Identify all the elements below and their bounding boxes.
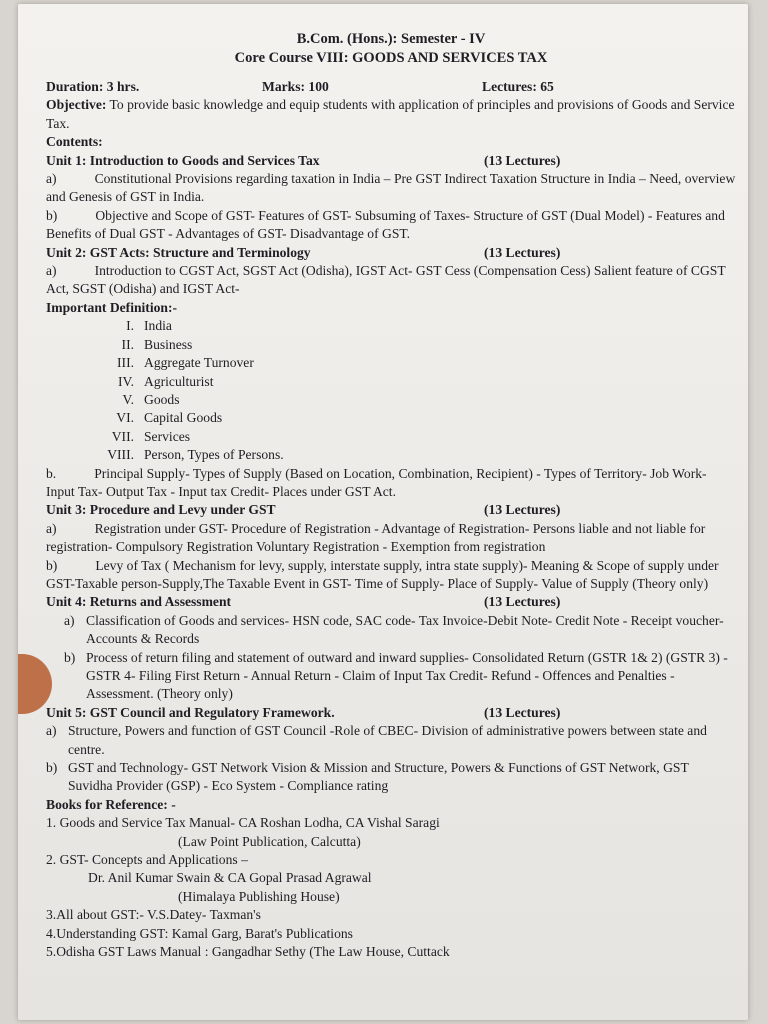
unit-5-a: a) Structure, Powers and function of GST Council -Role of CBEC- Division of administrative powers between state and centre. — [46, 723, 707, 757]
book-2-publisher: (Himalaya Publishing House) — [178, 888, 340, 904]
unit-4-b: b) Process of return filing and statement of outward and inward supplies- Consolidated Return (GSTR 1& 2) (GSTR 3) - GSTR 4- Filing First Return - Annual Return - Claim of Input Tax Credit- Refund - Offences and Penalties - Assessment. (Theory only) — [64, 649, 728, 702]
unit-3-a: a) Registration under GST- Procedure of Registration - Advantage of Registration- Persons liable and not liable for registration- Compulsory Registration Voluntary Registration - Exemption from registration — [46, 520, 706, 555]
unit-2-b: b. Principal Supply- Types of Supply (Based on Location, Combination, Recipient) - Types of Territory- Job Work- Input Tax- Output Tax - Input tax Credit- Places under GST Act. — [46, 465, 707, 499]
definitions-list — [46, 317, 736, 464]
unit-4-a: a) Classification of Goods and services- HSN code, SAC code- Tax Invoice-Debit Note- Credit Note - Receipt voucher- Accounts & Records — [64, 612, 724, 647]
books-heading: Books for Reference: - — [46, 796, 176, 812]
course-semester: B.Com. (Hons.): Semester - IV — [296, 31, 486, 47]
unit-3-b: b) Levy of Tax ( Mechanism for levy, supply, interstate supply, intra state supply)- Meaning & Scope of supply under GST-Taxable person-Supply,The Taxable Event in GST- Time of Supply- Place of Supply- Value of Supply (Theory only) — [46, 557, 719, 591]
course-meta — [46, 78, 736, 96]
list-item: II. Business — [121, 336, 193, 352]
document-page — [18, 4, 748, 1020]
book-1: 1. Goods and Service Tax Manual- CA Roshan Lodha, CA Vishal Saragi — [46, 815, 440, 831]
book-2-authors: Dr. Anil Kumar Swain & CA Gopal Prasad Agrawal — [88, 870, 372, 886]
book-4: 4.Understanding GST: Kamal Garg, Barat's Publications — [46, 925, 353, 941]
objective: Objective: To provide basic knowledge and equip students with application of principles and provisions of Goods and Service Tax. — [46, 97, 735, 131]
book-3: 3.All about GST:- V.S.Datey- Taxman's — [46, 907, 261, 923]
book-1-publisher: (Law Point Publication, Calcutta) — [178, 833, 361, 849]
definitions-heading: Important Definition:- — [46, 299, 178, 315]
book-5: 5.Odisha GST Laws Manual : Gangadhar Sethy (The Law House, Cuttack — [46, 944, 450, 960]
unit-5-heading: Unit 5: GST Council and Regulatory Framework. (13 Lectures) — [46, 704, 561, 720]
unit-2-heading: Unit 2: GST Acts: Structure and Terminology (13 Lectures) — [46, 244, 561, 260]
contents-heading: Contents: — [46, 134, 103, 150]
lectures: Lectures: 65 — [482, 79, 554, 94]
unit-2-a: a) Introduction to CGST Act, SGST Act (Odisha), IGST Act- GST Cess (Compensation Cess) Salient feature of CGST Act, SGST (Odisha) and IGST Act- — [46, 263, 726, 297]
book-2: 2. GST- Concepts and Applications – — [46, 852, 248, 868]
list-item: VIII. Person, Types of Persons. — [107, 447, 284, 463]
list-item: VI. Capital Goods — [116, 410, 223, 426]
unit-1-heading: Unit 1: Introduction to Goods and Services Tax (13 Lectures) — [46, 152, 561, 168]
list-item: VII. Services — [111, 428, 191, 444]
syllabus-content — [46, 30, 736, 962]
marks: Marks: 100 — [262, 79, 329, 94]
unit-4-heading: Unit 4: Returns and Assessment (13 Lectures) — [46, 594, 561, 610]
list-item: V. Goods — [122, 391, 180, 407]
list-item: IV. Agriculturist — [118, 373, 214, 389]
course-title: Core Course VIII: GOODS AND SERVICES TAX — [234, 50, 548, 66]
list-item: I. India — [126, 318, 172, 334]
unit-3-heading: Unit 3: Procedure and Levy under GST (13 Lectures) — [46, 502, 561, 518]
unit-1-a: a) Constitutional Provisions regarding taxation in India – Pre GST Indirect Taxation Structure in India – Need, overview and Genesis of GST in India. — [46, 171, 736, 205]
unit-5-b: b) GST and Technology- GST Network Vision & Mission and Structure, Powers & Functions of GST Network, GST Suvidha Provider (GSP) - Eco System - Compliance rating — [46, 760, 689, 794]
list-item: III. Aggregate Turnover — [117, 355, 254, 371]
duration: Duration: 3 hrs. — [46, 79, 140, 94]
unit-1-b: b) Objective and Scope of GST- Features of GST- Subsuming of Taxes- Structure of GST (Dual Model) - Features and Benefits of Dual GST - Advantages of GST- Disadvantage of GST. — [46, 207, 725, 242]
